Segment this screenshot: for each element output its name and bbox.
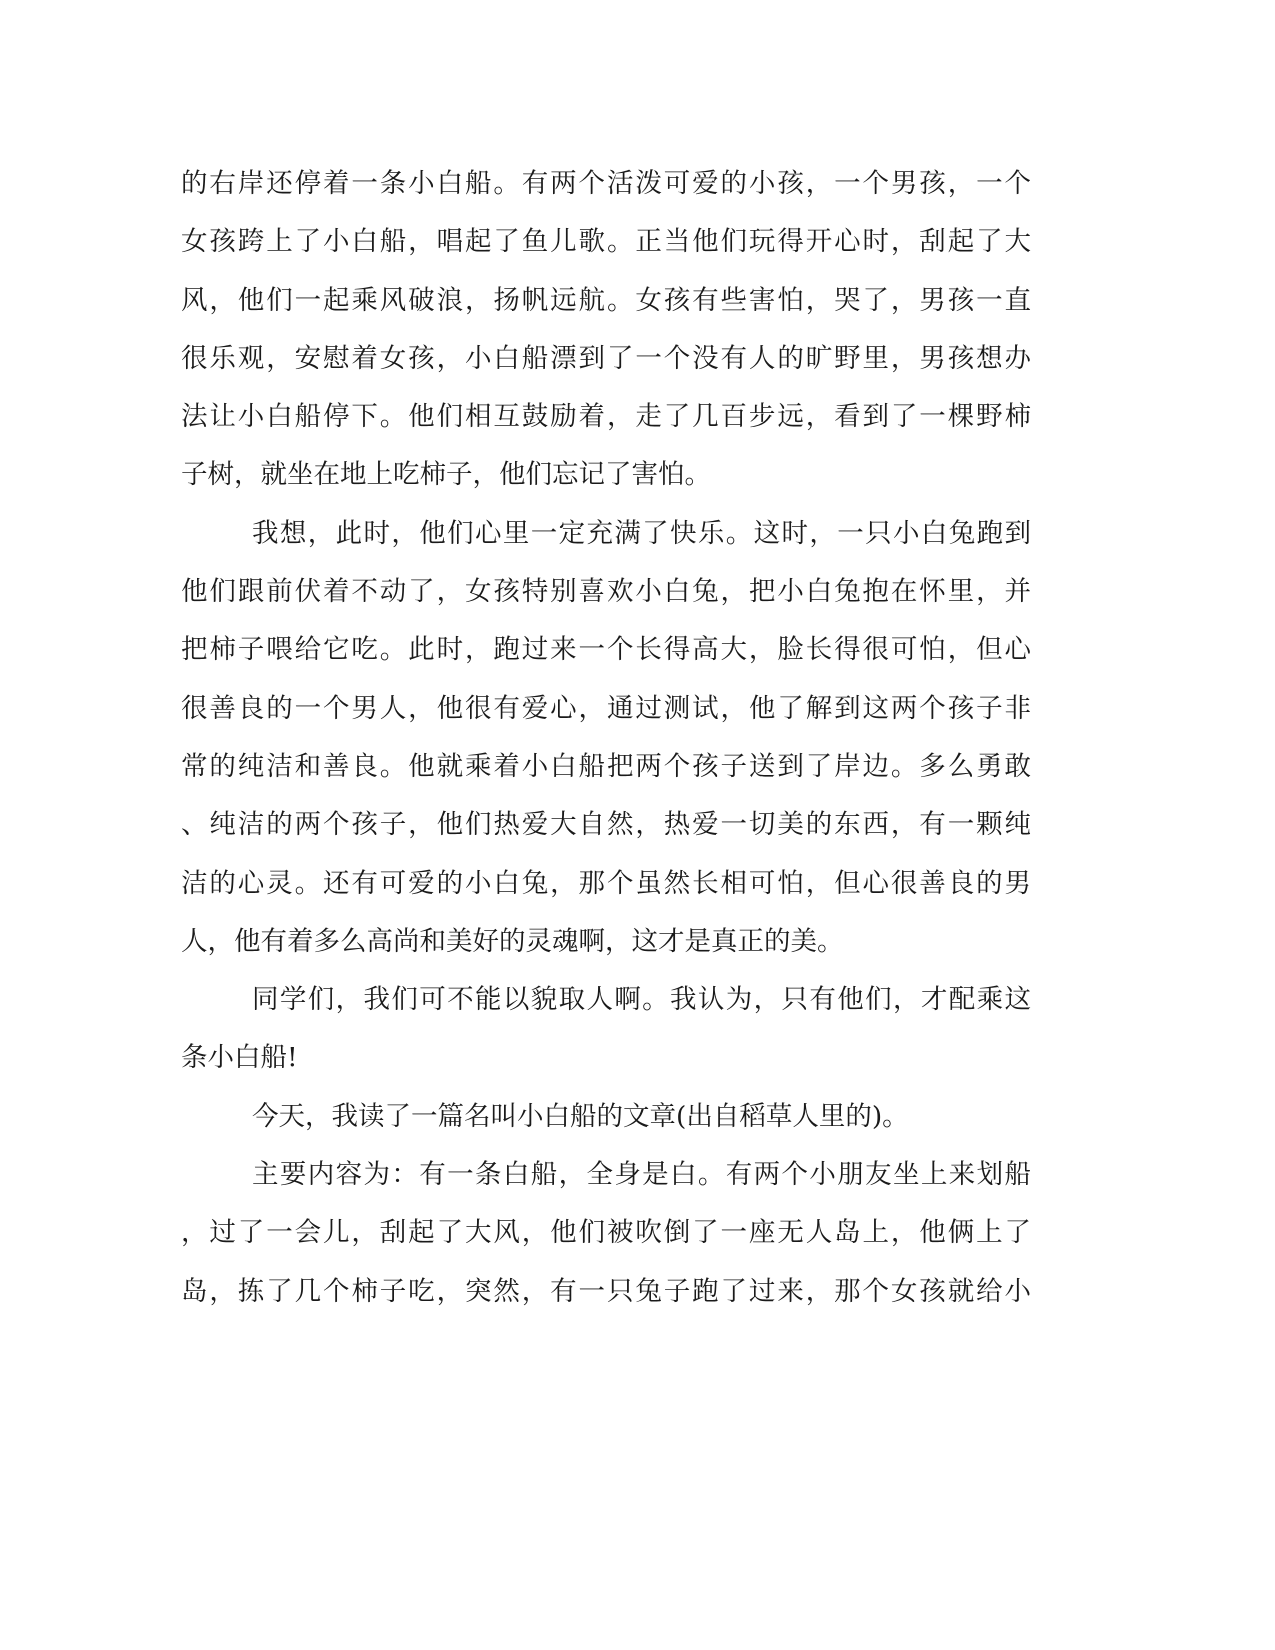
text-line: 岛，拣了几个柿子吃，突然，有一只兔子跑了过来，那个女孩就给小 bbox=[181, 1275, 1031, 1307]
text-line: 子树，就坐在地上吃柿子，他们忘记了害怕。 bbox=[181, 459, 711, 491]
text-line: 女孩跨上了小白船，唱起了鱼儿歌。正当他们玩得开心时，刮起了大 bbox=[181, 226, 1031, 258]
text-line: 很善良的一个男人，他很有爱心，通过测试，他了解到这两个孩子非 bbox=[181, 692, 1031, 724]
text-line: 把柿子喂给它吃。此时，跑过来一个长得高大，脸长得很可怕，但心 bbox=[181, 634, 1031, 666]
body-text bbox=[181, 155, 1031, 1321]
text-line: 法让小白船停下。他们相互鼓励着，走了几百步远，看到了一棵野柿 bbox=[181, 401, 1031, 433]
text-line: 主要内容为：有一条白船，全身是白。有两个小朋友坐上来划船 bbox=[252, 1159, 1031, 1191]
text-line: 条小白船! bbox=[181, 1042, 298, 1074]
text-line: 、纯洁的两个孩子，他们热爱大自然，热爱一切美的东西，有一颗纯 bbox=[181, 809, 1031, 841]
text-line: 今天，我读了一篇名叫小白船的文章(出自稻草人里的)。 bbox=[252, 1100, 909, 1132]
text-line: ，过了一会儿，刮起了大风，他们被吹倒了一座无人岛上，他俩上了 bbox=[181, 1217, 1031, 1249]
text-line: 他们跟前伏着不动了，女孩特别喜欢小白兔，把小白兔抱在怀里，并 bbox=[181, 576, 1031, 608]
text-line: 很乐观，安慰着女孩，小白船漂到了一个没有人的旷野里，男孩想办 bbox=[181, 342, 1031, 374]
text-line: 常的纯洁和善良。他就乘着小白船把两个孩子送到了岸边。多么勇敢 bbox=[181, 750, 1031, 782]
text-line: 同学们，我们可不能以貌取人啊。我认为，只有他们，才配乘这 bbox=[252, 984, 1031, 1016]
text-line: 我想，此时，他们心里一定充满了快乐。这时，一只小白兔跑到 bbox=[252, 517, 1031, 549]
text-line: 人，他有着多么高尚和美好的灵魂啊，这才是真正的美。 bbox=[181, 925, 844, 957]
text-line: 洁的心灵。还有可爱的小白兔，那个虽然长相可怕，但心很善良的男 bbox=[181, 867, 1031, 899]
text-line: 风，他们一起乘风破浪，扬帆远航。女孩有些害怕，哭了，男孩一直 bbox=[181, 284, 1031, 316]
text-line: 的右岸还停着一条小白船。有两个活泼可爱的小孩，一个男孩，一个 bbox=[181, 168, 1031, 199]
